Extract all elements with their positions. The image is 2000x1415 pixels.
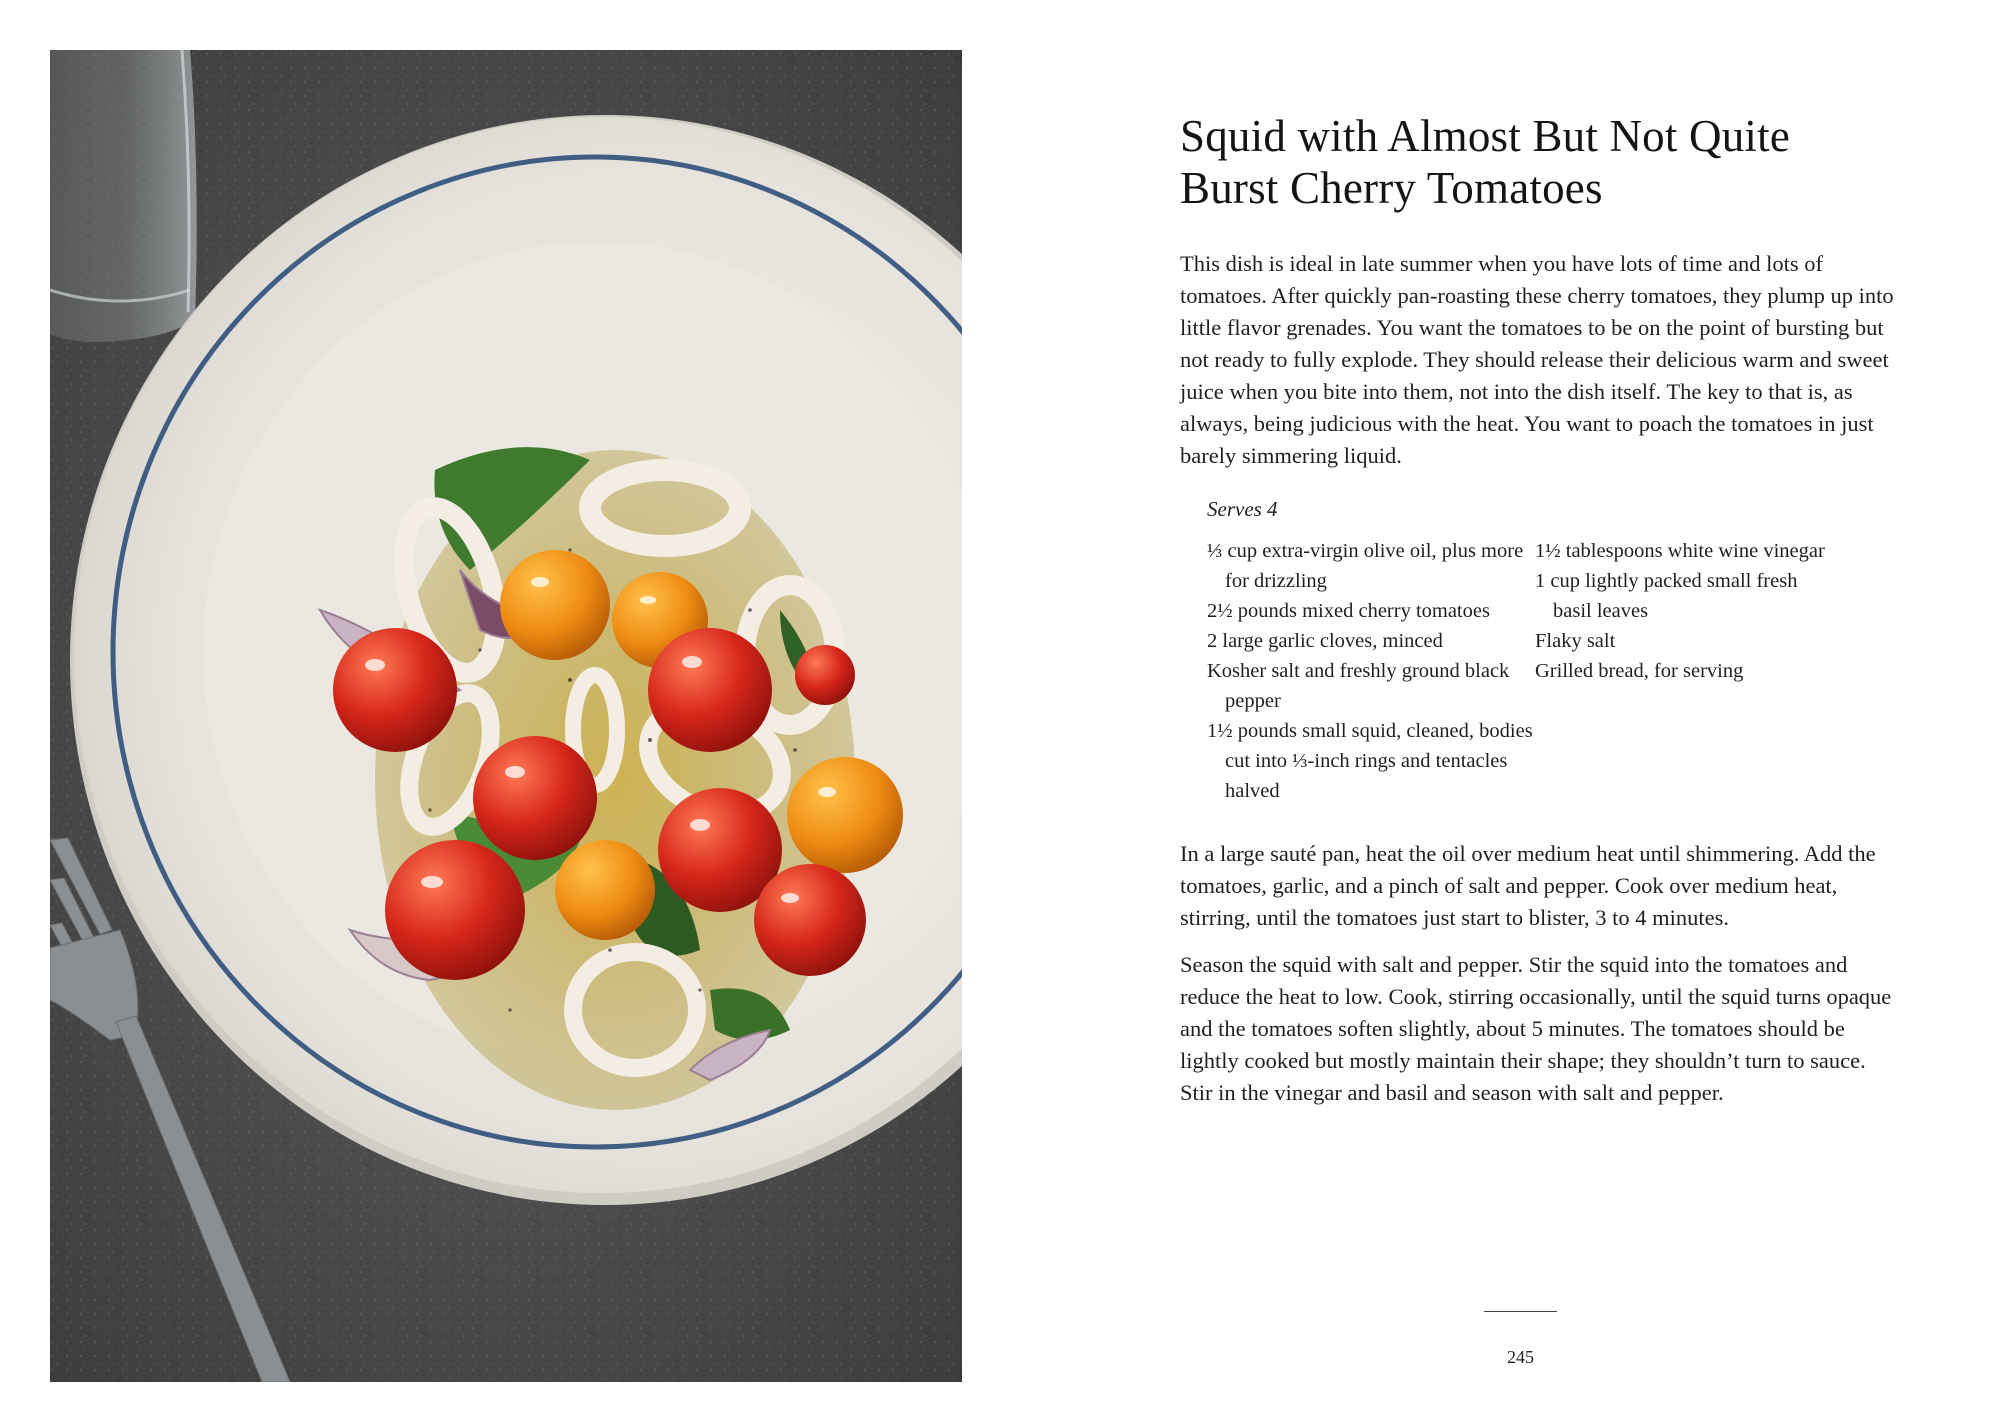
recipe-title-line-1: Squid with Almost But Not Quite bbox=[1180, 111, 1791, 161]
ingredient-item: 1½ tablespoons white wine vinegar bbox=[1535, 540, 1825, 562]
ingredient-item: Flaky salt bbox=[1535, 630, 1616, 652]
recipe-intro: This dish is ideal in late summer when you have lots of time and lots of tomatoes. After quickly pan-roasting these cherry tomatoes, they plump up into little flavor grenades. You want the tomatoes to be on the point of bursting but not ready to fully explode. They should release their delicious warm and sweet juice when you bite into them, not into the dish itself. The key to that is, as always, being judicious with the heat. You want to poach the tomatoes in just barely simmering liquid. bbox=[1180, 251, 1894, 468]
ingredient-item: Kosher salt and freshly ground black pepper bbox=[1207, 660, 1510, 712]
ingredients-column-1 bbox=[1207, 536, 1535, 806]
method-step: Season the squid with salt and pepper. Stir the squid into the tomatoes and reduce the heat to low. Cook, stirring occasionally, until the squid turns opaque and the tomatoes soften slightly, about 5 minutes. The tomatoes should be lightly cooked but mostly maintain their shape; they shouldn’t turn to sauce. Stir in the vinegar and basil and season with salt and pepper. bbox=[1180, 952, 1892, 1105]
ingredient-item: 1½ pounds small squid, cleaned, bodies cut into ⅓-inch rings and tentacles halved bbox=[1207, 720, 1533, 802]
ingredient-item: 2 large garlic cloves, minced bbox=[1207, 630, 1443, 652]
recipe-photo bbox=[50, 50, 962, 1382]
ingredients-column-2 bbox=[1535, 536, 1835, 806]
recipe-title bbox=[1180, 110, 1900, 214]
ingredient-item: Grilled bread, for serving bbox=[1535, 660, 1744, 682]
ingredient-item: 2½ pounds mixed cherry tomatoes bbox=[1207, 600, 1490, 622]
page-number: 245 bbox=[1507, 1347, 1534, 1367]
ingredient-item: 1 cup lightly packed small fresh basil leaves bbox=[1535, 570, 1798, 622]
method-step: In a large sauté pan, heat the oil over medium heat until shimmering. Add the tomatoes, garlic, and a pinch of salt and pepper. Cook over medium heat, stirring, until the tomatoes just start to blister, 3 to 4 minutes. bbox=[1180, 841, 1876, 930]
ingredient-item: ⅓ cup extra-virgin olive oil, plus more for drizzling bbox=[1207, 540, 1524, 592]
serves-label: Serves 4 bbox=[1207, 497, 1278, 521]
ingredients-list bbox=[1207, 536, 1900, 806]
recipe-text-page bbox=[1180, 110, 1900, 1124]
method-steps bbox=[1180, 838, 1900, 1109]
recipe-title-line-2: Burst Cherry Tomatoes bbox=[1180, 163, 1603, 213]
folio-rule bbox=[1484, 1311, 1557, 1312]
